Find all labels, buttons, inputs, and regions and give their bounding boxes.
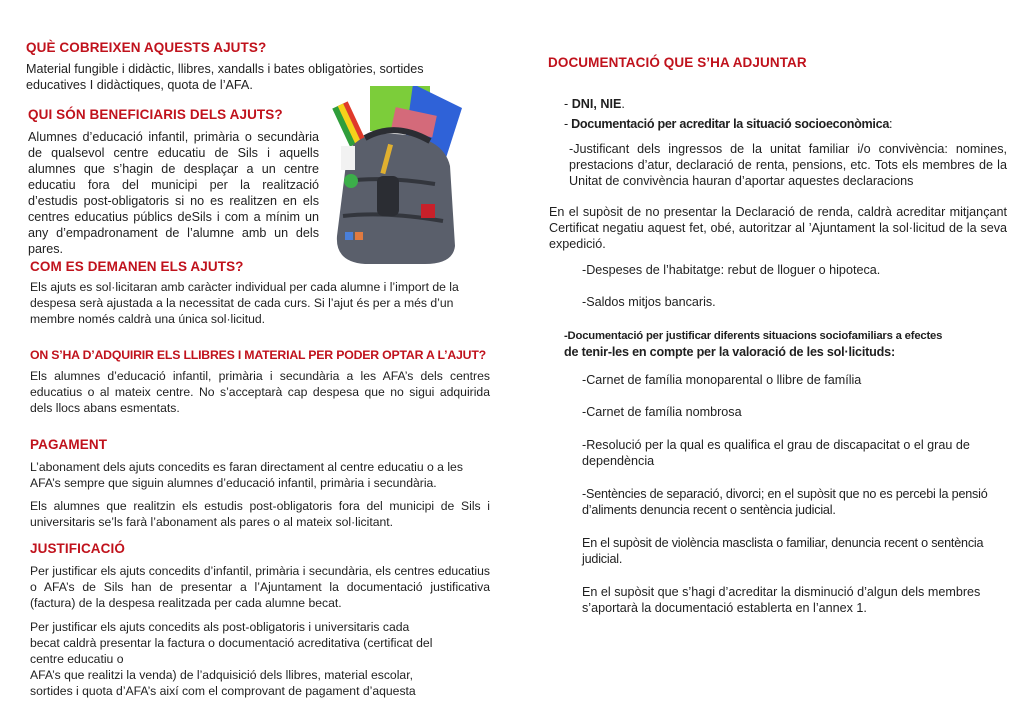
section-heading-how-to-apply: COM ES DEMANEN ELS AJUTS? [30,259,244,274]
justification-line-4: AFA’s que realitzi la venda) de l’adquisició dels llibres, material escolar, [30,668,413,682]
payment-text-1: L’abonament dels ajuts concedits es faran directament al centre educatiu o a les AFA’s sempre que siguin alumnes d’educació infantil, primària i secundària. [30,460,463,490]
section-heading-justification: JUSTIFICACIÓ [30,541,125,556]
justification-line-1: Per justificar els ajuts concedits als post-obligatoris i universitaris cada [30,620,410,634]
member-decrease-text: En el supòsit que s’hagi d’acreditar la disminució d’algun dels membres s’aportarà la documentació establerta en l’annex 1. [582,585,981,615]
sociofamily-heading-line1: -Documentació per justificar diferents situacions sociofamiliars a efectes [564,330,943,342]
how-to-apply-text: Els ajuts es sol·licitaran amb caràcter individual per cada alumne i l’import de la despesa serà ajustada a la necessitat de cada curs. Si l’ajut és per a més d’un membre només caldrà una única sol·licitud. [30,280,459,326]
justification-text-1: Per justificar els ajuts concedits d’infantil, primària i secundària, els centres educatius o AFA’s de Sils han de presentar a l’Ajuntament la documentació justificativa (factura) de la despesa realitzada per cada alumne becat. [30,564,490,610]
single-parent-card-text: -Carnet de família monoparental o llibre de família [582,373,862,387]
divorce-text: -Sentències de separació, divorci; en el supòsit que no es percebi la pensió d’aliments denuncia recent o sentència judicial. [582,487,988,517]
income-justification-text: -Justificant dels ingressos de la unitat familiar i/o convivència: nomines, prestacions d’atur, declaració de renta, pensions, etc. Tots els membres de la Unitat de convivència hauran d’aportar aquestes declaracions [569,142,1007,188]
right-page [512,0,1024,724]
payment-text-2: Els alumnes que realitzin els estudis post-obligatoris fora del municipi de Sils i universitaris se’ls farà l’abonament als pares o al mateix sol·licitant. [30,499,490,529]
justification-line-5: sortides i quota d’AFA’s així com el comprovant de pagament d’aquesta [30,684,416,698]
large-family-card-text: -Carnet de família nombrosa [582,405,742,419]
section-heading-beneficiaries: QUI SÓN BENEFICIARIS DELS AJUTS? [28,107,283,122]
disability-resolution-text: -Resolució per la qual es qualifica el grau de discapacitat o el grau de dependència [582,438,970,468]
justification-line-3: centre educatiu o [30,652,124,666]
sociofamily-heading-line2: de tenir-les en compte per la valoració de les sol·licituds: [564,345,895,359]
justification-line-2: becat caldrà presentar la factura o documentació acreditativa (certificat del [30,636,433,650]
bank-balances-text: -Saldos mitjos bancaris. [582,295,716,309]
gender-violence-text: En el supòsit de violència masclista o familiar, denuncia recent o sentència judicial. [582,536,984,566]
item-socioeconomic: - Documentació per acreditar la situació socioeconòmica: [564,117,893,131]
documentation-heading: DOCUMENTACIÓ QUE S’HA ADJUNTAR [548,55,807,70]
coverage-text: Material fungible i didàctic, llibres, xandalls i bates obligatòries, sortides educatives I didàctiques, quota de l’AFA. [26,62,424,92]
section-heading-payment: PAGAMENT [30,437,108,452]
backpack-image [325,86,500,266]
item-dni: - DNI, NIE. [564,97,625,111]
beneficiaries-text: Alumnes d’educació infantil, primària o secundària de qualsevol centre educatiu de Sils i aquells alumnes que s’hagin de desplaçar a un centre educatiu fora del municipi per la realització d’estudis post-obligatoris si no es realitzen en els centres educatius públics deSils i com a mínim un any d’empadronament de l’alumne amb un dels pares. [28,130,319,256]
section-heading-where-to-buy: ON S’HA D’ADQUIRIR ELS LLIBRES I MATERIAL PER PODER OPTAR A L’AJUT? [30,348,486,362]
tax-declaration-text: En el supòsit de no presentar la Declaració de renda, caldrà acreditar mitjançant Certificat negatiu aquest fet, obé, autoritzar al ’Ajuntament la sol·licitud de la seva expedició. [549,205,1007,251]
where-to-buy-text: Els alumnes d’educació infantil, primària i secundària a les AFA’s dels centres educatius o al mateix centre. No s’acceptarà cap despesa que no sigui adquirida dels llocs abans esmentats. [30,369,490,415]
housing-expenses-text: -Despeses de l’habitatge: rebut de lloguer o hipoteca. [582,263,881,277]
section-heading-coverage: QUÈ COBREIXEN AQUESTS AJUTS? [26,40,267,55]
